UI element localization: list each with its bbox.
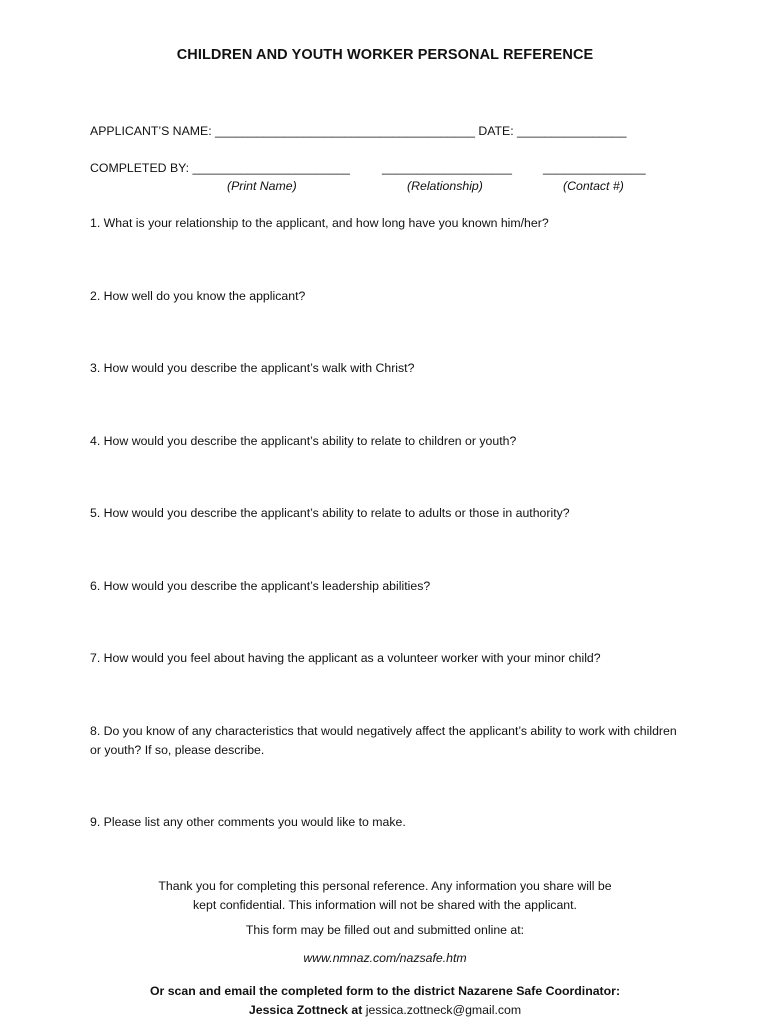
applicant-name-field[interactable]: APPLICANT’S NAME: ______________________________________ DATE: ________________ xyxy=(90,124,627,138)
question-8: 8. Do you know of any characteristics that would negatively affect the applicant’s ability to work with children or youth? If so, please describe. xyxy=(90,724,677,757)
question-1: 1. What is your relationship to the applicant, and how long have you known him/her? xyxy=(90,216,549,230)
completed-by-field[interactable]: COMPLETED BY: _______________________ xyxy=(90,161,350,175)
contact-caption: (Contact #) xyxy=(563,179,624,193)
relationship-field[interactable]: ___________________ xyxy=(382,161,512,175)
relationship-caption: (Relationship) xyxy=(407,179,483,193)
question-6: 6. How would you describe the applicant’s leadership abilities? xyxy=(90,579,431,593)
question-9: 9. Please list any other comments you would like to make. xyxy=(90,815,406,829)
form-title: CHILDREN AND YOUTH WORKER PERSONAL REFERENCE xyxy=(176,47,594,63)
contact-field[interactable]: _______________ xyxy=(543,161,646,175)
email-instruction: Or scan and email the completed form to the district Nazarene Safe Coordinator: xyxy=(149,984,621,998)
thanks-line-2: kept confidential. This information will not be shared with the applicant. xyxy=(193,898,577,912)
print-name-caption: (Print Name) xyxy=(227,179,297,193)
question-5: 5. How would you describe the applicant’s ability to relate to adults or those in authority? xyxy=(90,506,570,520)
website-link[interactable]: www.nmnaz.com/nazsafe.htm xyxy=(303,951,467,965)
question-7: 7. How would you feel about having the applicant as a volunteer worker with your minor child? xyxy=(90,651,601,665)
coordinator-line xyxy=(0,1001,770,1020)
online-instruction: This form may be filled out and submitted online at: xyxy=(245,923,525,937)
coordinator-name: Jessica Zottneck at xyxy=(248,1003,363,1017)
question-4: 4. How would you describe the applicant’s ability to relate to children or youth? xyxy=(90,434,517,448)
thanks-line-1: Thank you for completing this personal reference. Any information you share will be xyxy=(158,879,612,893)
question-2: 2. How well do you know the applicant? xyxy=(90,289,306,303)
coordinator-email[interactable]: jessica.zottneck@gmail.com xyxy=(365,1003,522,1017)
question-3: 3. How would you describe the applicant’s walk with Christ? xyxy=(90,361,415,375)
